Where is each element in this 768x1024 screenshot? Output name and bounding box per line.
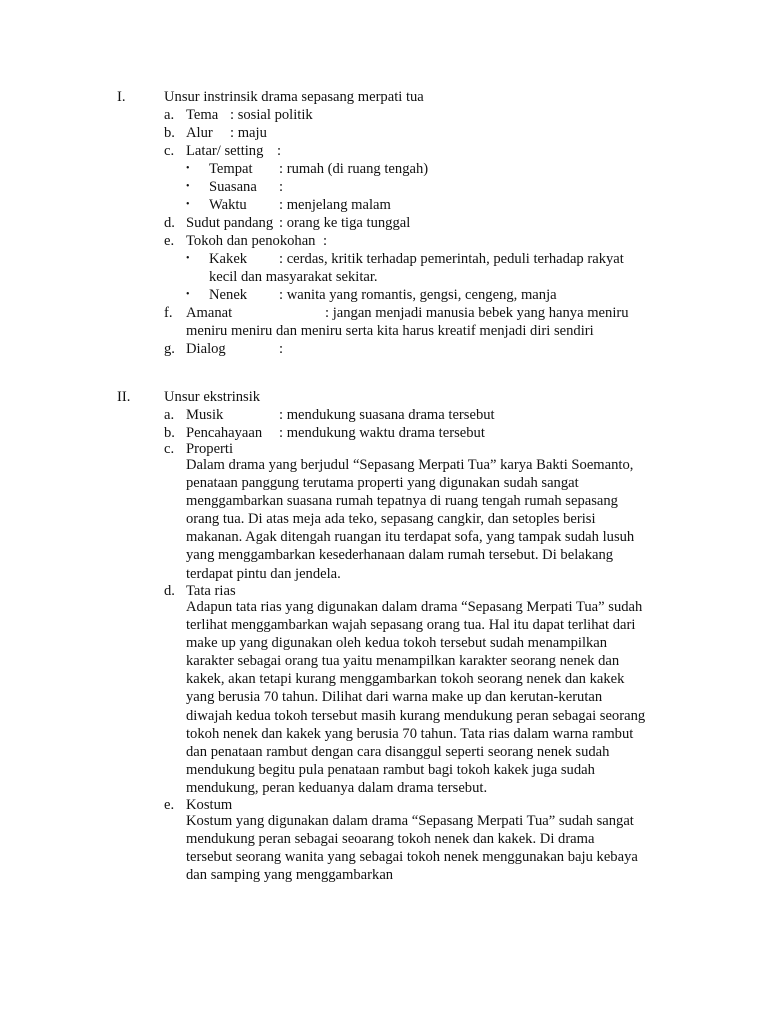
item-letter: d. (164, 583, 175, 599)
properti-paragraph (186, 456, 686, 583)
item-letter: a. (164, 107, 175, 123)
item-label: Alur (186, 125, 213, 141)
paragraph-line: diwajah kedua tokoh tersebut masih kurang mendukung peran sebagai seorang (186, 707, 646, 724)
item-musik (0, 406, 768, 424)
item-latar (0, 142, 768, 160)
paragraph-line: kakek, akan tetapi kurang menggambarkan tokoh seorang nenek dan kakek (186, 671, 625, 688)
paragraph-line: tokoh nenek dan kakek yang berusia 70 tahun. Tata rias dalam warna rambut (186, 725, 634, 742)
paragraph-line: makanan. Agak ditengah ruangan itu terdapat sofa, yang tampak sudah lusuh (186, 529, 635, 546)
section-2-title: Unsur ekstrinsik (164, 389, 261, 405)
bullet-icon: • (186, 289, 190, 300)
bullet-icon: • (186, 199, 190, 210)
bullet-item-nenek (0, 286, 768, 304)
item-label: Waktu (209, 197, 247, 213)
item-letter: g. (164, 341, 175, 357)
bullet-icon: • (186, 163, 190, 174)
item-label: Amanat (186, 305, 233, 321)
item-letter: a. (164, 407, 175, 423)
item-value: : wanita yang romantis, gengsi, cengeng, manja (279, 287, 557, 303)
paragraph-line: yang menggambarkan kesederhanaan dalam rumah tersebut. Di belakang (186, 547, 614, 564)
item-label: Sudut pandang (186, 215, 274, 231)
item-value: : (279, 341, 284, 357)
paragraph-line: dan penataan rambut dengan cara disanggul seperti seorang nenek sudah (186, 743, 610, 760)
item-amanat (0, 304, 768, 322)
item-value: : rumah (di ruang tengah) (279, 161, 429, 177)
item-label: Kostum (186, 797, 233, 813)
tata-rias-paragraph (186, 598, 686, 797)
item-value: : jangan menjadi manusia bebek yang hanya meniru (325, 305, 629, 321)
paragraph-line: terlihat menggambarkan wajah sepasang orang tua. Hal itu dapat terlihat dari (186, 617, 636, 634)
paragraph-line: make up yang digunakan oleh kedua tokoh tersebut sudah menampilkan (186, 635, 608, 652)
item-letter: e. (164, 797, 175, 813)
kostum-paragraph (186, 812, 686, 884)
item-label: Dialog (186, 341, 226, 357)
item-letter: b. (164, 125, 175, 141)
section-2-numeral: II. (117, 389, 131, 405)
item-alur (0, 124, 768, 142)
item-label: Tokoh dan penokohan (186, 233, 316, 249)
item-value: : mendukung suasana drama tersebut (279, 407, 495, 423)
item-sudut-pandang (0, 214, 768, 232)
item-letter: e. (164, 233, 175, 249)
item-tokoh (0, 232, 768, 250)
item-label: Suasana (209, 179, 257, 195)
section-2-heading (0, 388, 768, 406)
bullet-item-kakek (0, 250, 768, 268)
paragraph-line: orang tua. Di atas meja ada teko, sepasang cangkir, dan setoples berisi (186, 511, 596, 528)
paragraph-line: Kostum yang digunakan dalam drama “Sepasang Merpati Tua” sudah sangat (186, 813, 634, 829)
item-label: Tema (186, 107, 219, 123)
item-amanat-continuation: meniru meniru dan meniru serta kita harus kreatif menjadi diri sendiri (186, 323, 594, 339)
bullet-item-suasana (0, 178, 768, 196)
paragraph-line: dan samping yang menggambarkan (186, 867, 394, 884)
bullet-item-kakek-continuation: kecil dan masyarakat sekitar. (209, 269, 378, 285)
item-value: : (323, 233, 328, 249)
item-letter: b. (164, 425, 175, 441)
item-label: Pencahayaan (186, 425, 263, 441)
item-value: : (279, 179, 284, 195)
item-label: Musik (186, 407, 224, 423)
item-label: Latar/ setting (186, 143, 264, 159)
item-letter: c. (164, 441, 175, 457)
section-1-heading (0, 88, 768, 106)
paragraph-line: mendukung peran sebagai seoarang tokoh nenek dan kakek. Di drama (186, 831, 595, 848)
item-value: : sosial politik (230, 107, 313, 123)
section-1-title: Unsur instrinsik drama sepasang merpati tua (164, 89, 424, 105)
item-letter: d. (164, 215, 175, 231)
item-label: Properti (186, 441, 234, 457)
item-letter: f. (164, 305, 173, 321)
item-tema (0, 106, 768, 124)
paragraph-line: mendukung begitu pula penataan rambut bagi tokoh kakek juga sudah (186, 761, 595, 778)
paragraph-line: tersebut seorang wanita yang sebagai tokoh nenek menggunakan baju kebaya (186, 849, 638, 866)
item-value: : cerdas, kritik terhadap pemerintah, peduli terhadap rakyat (279, 251, 624, 267)
bullet-icon: • (186, 253, 190, 264)
section-1-numeral: I. (117, 89, 126, 105)
paragraph-line: penataan panggung terutama properti yang digunakan sudah sangat (186, 475, 579, 492)
item-value: : maju (230, 125, 267, 141)
item-value: : (277, 143, 282, 159)
paragraph-line: Adapun tata rias yang digunakan dalam drama “Sepasang Merpati Tua” sudah (186, 599, 643, 615)
paragraph-line: karakter sebagai orang tua yaitu menampilkan karakter seorang nenek dan (186, 653, 620, 670)
paragraph-line: mendukung, peran keduanya dalam drama tersebut. (186, 779, 488, 796)
item-value: : mendukung waktu drama tersebut (279, 425, 485, 441)
item-value: : menjelang malam (279, 197, 391, 213)
bullet-icon: • (186, 181, 190, 192)
paragraph-line: Dalam drama yang berjudul “Sepasang Merpati Tua” karya Bakti Soemanto, (186, 457, 634, 473)
item-label: Tata rias (186, 583, 236, 599)
bullet-item-tempat (0, 160, 768, 178)
bullet-item-waktu (0, 196, 768, 214)
item-value: : orang ke tiga tunggal (279, 215, 411, 231)
item-label: Nenek (209, 287, 248, 303)
paragraph-line: terdapat pintu dan jendela. (186, 565, 341, 582)
item-label: Tempat (209, 161, 253, 177)
item-label: Kakek (209, 251, 248, 267)
paragraph-line: yang berusia 70 tahun. Dilihat dari warna make up dan kerutan-kerutan (186, 689, 603, 706)
item-dialog (0, 340, 768, 358)
item-letter: c. (164, 143, 175, 159)
paragraph-line: menggambarkan suasana rumah tepatnya di ruang tengah rumah sepasang (186, 493, 618, 510)
